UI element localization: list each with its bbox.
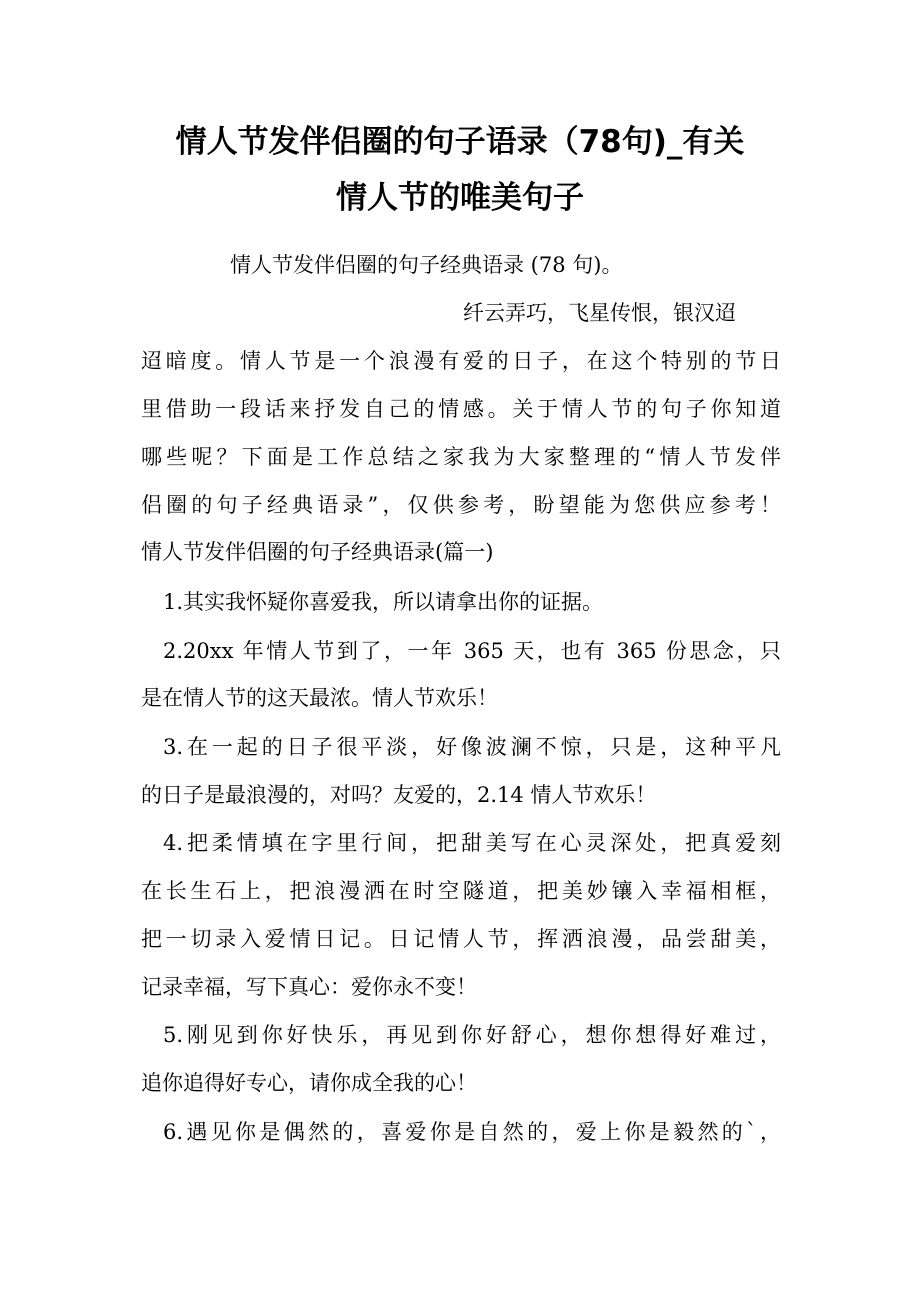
list-item-line: 2.20xx 年情人节到了，一年 365 天，也有 365 份思念，只 [163,639,781,663]
title-line-2: 情人节的唯美句子 [336,180,584,216]
list-item-line: 是在情人节的这天最浓。情人节欢乐！ [141,686,498,710]
list-item-line: 3.在一起的日子很平淡，好像波澜不惊，只是，这种平凡 [163,735,781,759]
list-item-line: 记录幸福，写下真心：爱你永不变！ [141,975,477,999]
intro-line: 里借助一段话来抒发自己的情感。关于情人节的句子你知道 [141,397,781,421]
list-item-line: 的日子是最浪漫的，对吗？友爱的，2.14 情人节欢乐！ [141,783,657,807]
intro-line: 哪些呢？下面是工作总结之家我为大家整理的“情人节发伴 [141,445,781,469]
list-item-line: 把一切录入爱情日记。日记情人节，挥洒浪漫，品尝甜美， [141,927,781,951]
title-line-1: 情人节发伴侣圈的句子语录（78句)_有关 [175,124,745,160]
section-heading: 情人节发伴侣圈的句子经典语录(篇一) [141,540,494,564]
intro-line: 迢暗度。情人节是一个浪漫有爱的日子，在这个特别的节日 [141,349,781,373]
intro-line: 纤云弄巧，飞星传恨，银汉迢 [463,301,736,325]
list-item-line: 追你追得好专心，请你成全我的心！ [141,1071,477,1095]
subtitle: 情人节发伴侣圈的句子经典语录 (78 句)。 [230,253,623,277]
list-item-line: 5.刚见到你好快乐，再见到你好舒心，想你想得好难过， [163,1023,781,1047]
list-item-line: 在长生石上，把浪漫洒在时空隧道，把美妙镶入幸福相框， [141,879,781,903]
list-item-line: 4.把柔情填在字里行间，把甜美写在心灵深处，把真爱刻 [163,831,781,855]
intro-line: 侣圈的句子经典语录”，仅供参考，盼望能为您供应参考！ [141,493,781,517]
list-item-line: 1.其实我怀疑你喜爱我，所以请拿出你的证据。 [163,590,604,614]
list-item-line: 6.遇见你是偶然的，喜爱你是自然的，爱上你是毅然的`， [163,1120,781,1144]
